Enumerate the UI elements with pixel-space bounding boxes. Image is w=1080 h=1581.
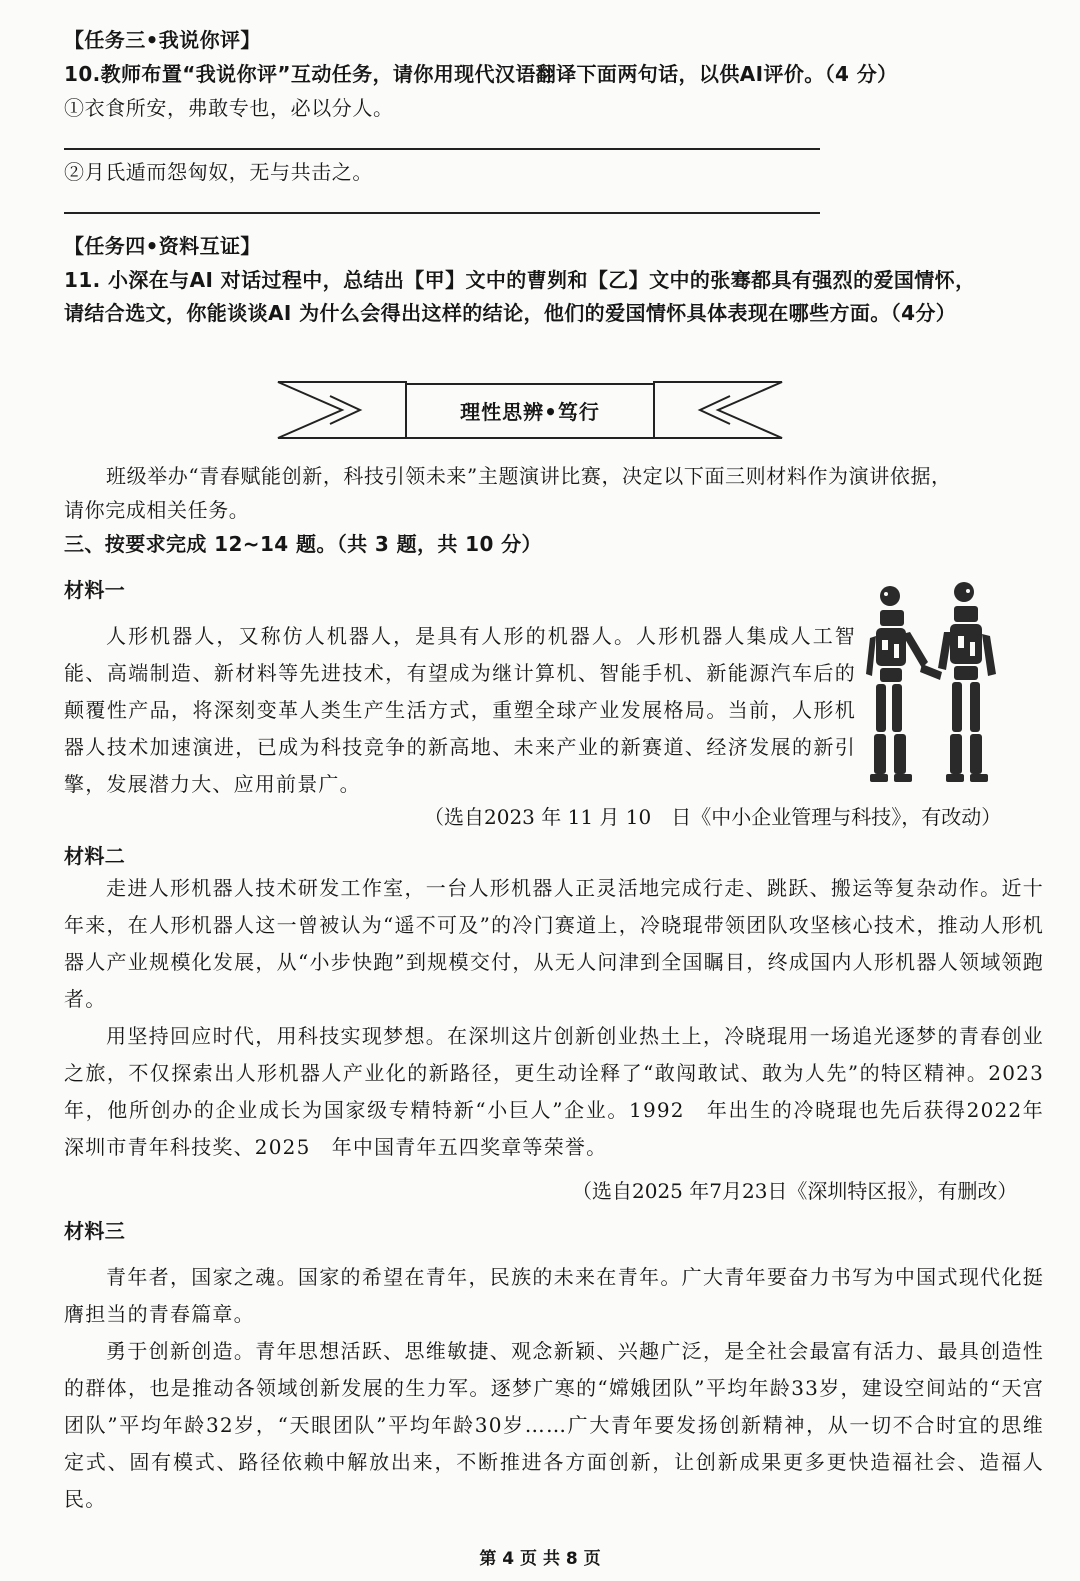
material-1-text: 人形机器人，又称仿人机器人，是具有人形的机器人。人形机器人集成人工智能、高端制造、新材料等先进技术，有望成为继计算机、智能手机、新能源汽车后的颠覆性产品，将深刻变革人类生产生活方式，重塑全球产业发展格局。当前，人形机器人技术加速演进，已成为科技竞争的新高地、未来产业的新赛道、经济发展的新引擎，发展潜力大、应用前景广。	[64, 624, 856, 796]
humanoid-robots-handshake-icon	[862, 582, 1030, 790]
answer-line-1[interactable]	[64, 148, 820, 150]
banner-title: 理性思辨•笃行	[460, 400, 600, 424]
material-3-label: 材料三	[64, 1219, 126, 1243]
material-3-body	[64, 1259, 1044, 1518]
material-2-para-2: 用坚持回应时代，用科技实现梦想。在深圳这片创新创业热土上，冷晓琨用一场追光逐梦的青春创业之旅，不仅探索出人形机器人产业化的新路径，更生动诠释了“敢闯敢试、敢为人先”的特区精神。2023 年，他所创办的企业成长为国家级专精特新“小巨人”企业。1992 年出生的冷晓琨也先后获得2022年深圳市青年科技奖、2025 年中国青年五四奖章等荣誉。	[64, 1024, 1044, 1159]
intro-line-1: 班级举办“青春赋能创新，科技引领未来”主题演讲比赛，决定以下面三则材料作为演讲依据，	[106, 464, 952, 488]
material-3-para-2: 勇于创新创造。青年思想活跃、思维敏捷、观念新颖、兴趣广泛，是全社会最富有活力、最具创造性的群体，也是推动各领域创新发展的生力军。逐梦广寒的“嫦娥团队”平均年龄33岁，建设空间站的“天宫团队”平均年龄32岁，“天眼团队”平均年龄30岁……广大青年要发扬创新精神，从一切不合时宜的思维定式、固有模式、路径依赖中解放出来，不断推进各方面创新，让创新成果更多更快造福社会、造福人民。	[64, 1339, 1044, 1511]
question-11-line1: 11. 小深在与AI 对话过程中，总结出【甲】文中的曹刿和【乙】文中的张骞都具有强烈的爱国情怀，	[64, 268, 976, 292]
material-2-body	[64, 870, 1044, 1166]
task4-heading: 【任务四•资料互证】	[64, 234, 261, 258]
section-3-heading: 三、按要求完成 12~14 题。（共 3 题，共 10 分）	[64, 532, 542, 556]
sentence-1: ①衣食所安，弗敢专也，必以分人。	[64, 96, 394, 120]
material-3-para-1: 青年者，国家之魂。国家的希望在青年，民族的未来在青年。广大青年要奋力书写为中国式现代化挺膺担当的青春篇章。	[64, 1265, 1044, 1326]
question-11-line2: 请结合选文，你能谈谈AI 为什么会得出这样的结论，他们的爱国情怀具体表现在哪些方面。（4分）	[64, 301, 957, 325]
material-1-source: （选自2023 年 11 月 10 日《中小企业管理与科技》，有改动）	[424, 805, 1002, 829]
answer-line-2[interactable]	[64, 212, 820, 214]
task3-heading: 【任务三•我说你评】	[64, 28, 261, 52]
material-2-source: （选自2025 年7月23日《深圳特区报》，有删改）	[572, 1179, 1018, 1203]
material-2-label: 材料二	[64, 844, 126, 868]
material-1-label: 材料一	[64, 578, 126, 602]
page-number: 第 4 页 共 8 页	[479, 1549, 601, 1569]
sentence-2: ②月氏遁而怨匈奴，无与共击之。	[64, 160, 373, 184]
intro-line-2: 请你完成相关任务。	[64, 498, 250, 522]
material-2-para-1: 走进人形机器人技术研发工作室，一台人形机器人正灵活地完成行走、跳跃、搬运等复杂动作。近十年来，在人形机器人这一曾被认为“遥不可及”的冷门赛道上，冷晓琨带领团队攻坚核心技术，推动人形机器人产业规模化发展，从“小步快跑”到规模交付，从无人问津到全国瞩目，终成国内人形机器人领域领跑者。	[64, 876, 1044, 1011]
question-10: 10.教师布置“我说你评”互动任务，请你用现代汉语翻译下面两句话，以供AI评价。（4 分）	[64, 62, 898, 86]
